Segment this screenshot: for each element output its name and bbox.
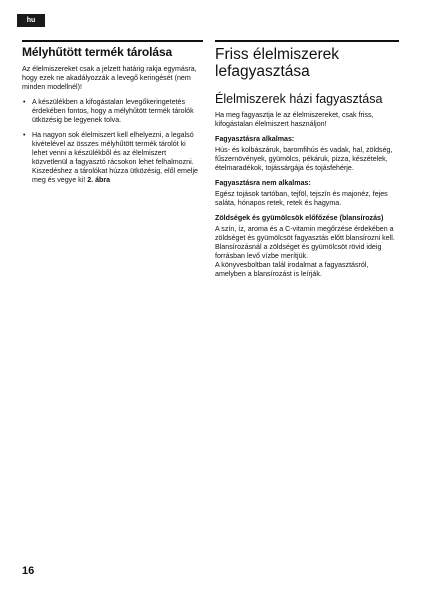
right-column bbox=[215, 40, 399, 285]
figure-reference: 2. ábra bbox=[87, 176, 111, 184]
unsuitable-text: Egész tojások tartóban, tejföl, tejszín és majonéz, fejes saláta, hónapos retek, retek és hagyma. bbox=[215, 190, 388, 207]
intro-paragraph: Az élelmiszereket csak a jelzett határig rakja egymásra, hogy ezek ne akadályozzák a levegő keringését (nem minden modellnél)! bbox=[22, 65, 197, 91]
bullet-item bbox=[22, 98, 203, 125]
literature-note: A könyvesboltban talál irodalmat a fagyasztásról, amelyben a blansírozást is leírják. bbox=[215, 261, 369, 278]
section-title: Mélyhűtött termék tárolása bbox=[22, 45, 173, 59]
section-rule bbox=[215, 40, 399, 42]
bullet-list bbox=[22, 98, 203, 185]
bullet-dot: • bbox=[23, 98, 26, 106]
suitable-text: Hús- és kolbászáruk, baromfihús és vadak, hal, zöldség, fűszernövények, gyümölcs, pékáruk, pizza, készételek, ételmaradékok, tojássárgája és tojásfehérje. bbox=[215, 146, 393, 172]
page-number: 16 bbox=[22, 565, 35, 577]
blanching-text: A szín, íz, aroma és a C-vitamin megőrzése érdekében a zöldséget és gyümölcsöt fagyasztás előtt blansírozni kell. Blansírozásnál a zöldséget és gyümölcsöt rövid ideig forrásban levő vízbe merítjük. bbox=[215, 225, 395, 260]
left-column bbox=[22, 40, 203, 191]
bullet-item bbox=[22, 131, 203, 185]
language-tag: hu bbox=[17, 14, 45, 27]
bullet-text: A készülékben a kifogástalan levegőkeringetetés érdekében fontos, hogy a mélyhűtött termék tárolók ütközésig be legyenek tolva. bbox=[32, 98, 194, 124]
section-rule bbox=[22, 40, 203, 42]
blanching-heading: Zöldségek és gyümölcsök előfőzése (blansírozás) bbox=[215, 214, 384, 222]
bullet-dot: • bbox=[23, 131, 26, 139]
suitable-heading: Fagyasztásra alkalmas: bbox=[215, 135, 295, 143]
subsection-title: Élelmiszerek házi fagyasztása bbox=[215, 92, 383, 106]
bullet-text: Ha nagyon sok élelmiszert kell elhelyezni, a legalsó kivételével az összes mélyhűtött termék tárolót ki lehet venni a készülékből és az élelmiszert közvetlenül a fagyasztó rácsokon lehet felhalmozni. Kiszedéshez a tárolókat húzza ütközésig, elől emelje meg és vegye ki! bbox=[32, 131, 199, 184]
intro-paragraph: Ha meg fagyasztja le az élelmiszereket, csak friss, kifogástalan élelmiszert használjon! bbox=[215, 111, 374, 128]
page-title: Friss élelmiszerek lefagyasztása bbox=[215, 46, 340, 80]
unsuitable-heading: Fagyasztásra nem alkalmas: bbox=[215, 179, 311, 187]
